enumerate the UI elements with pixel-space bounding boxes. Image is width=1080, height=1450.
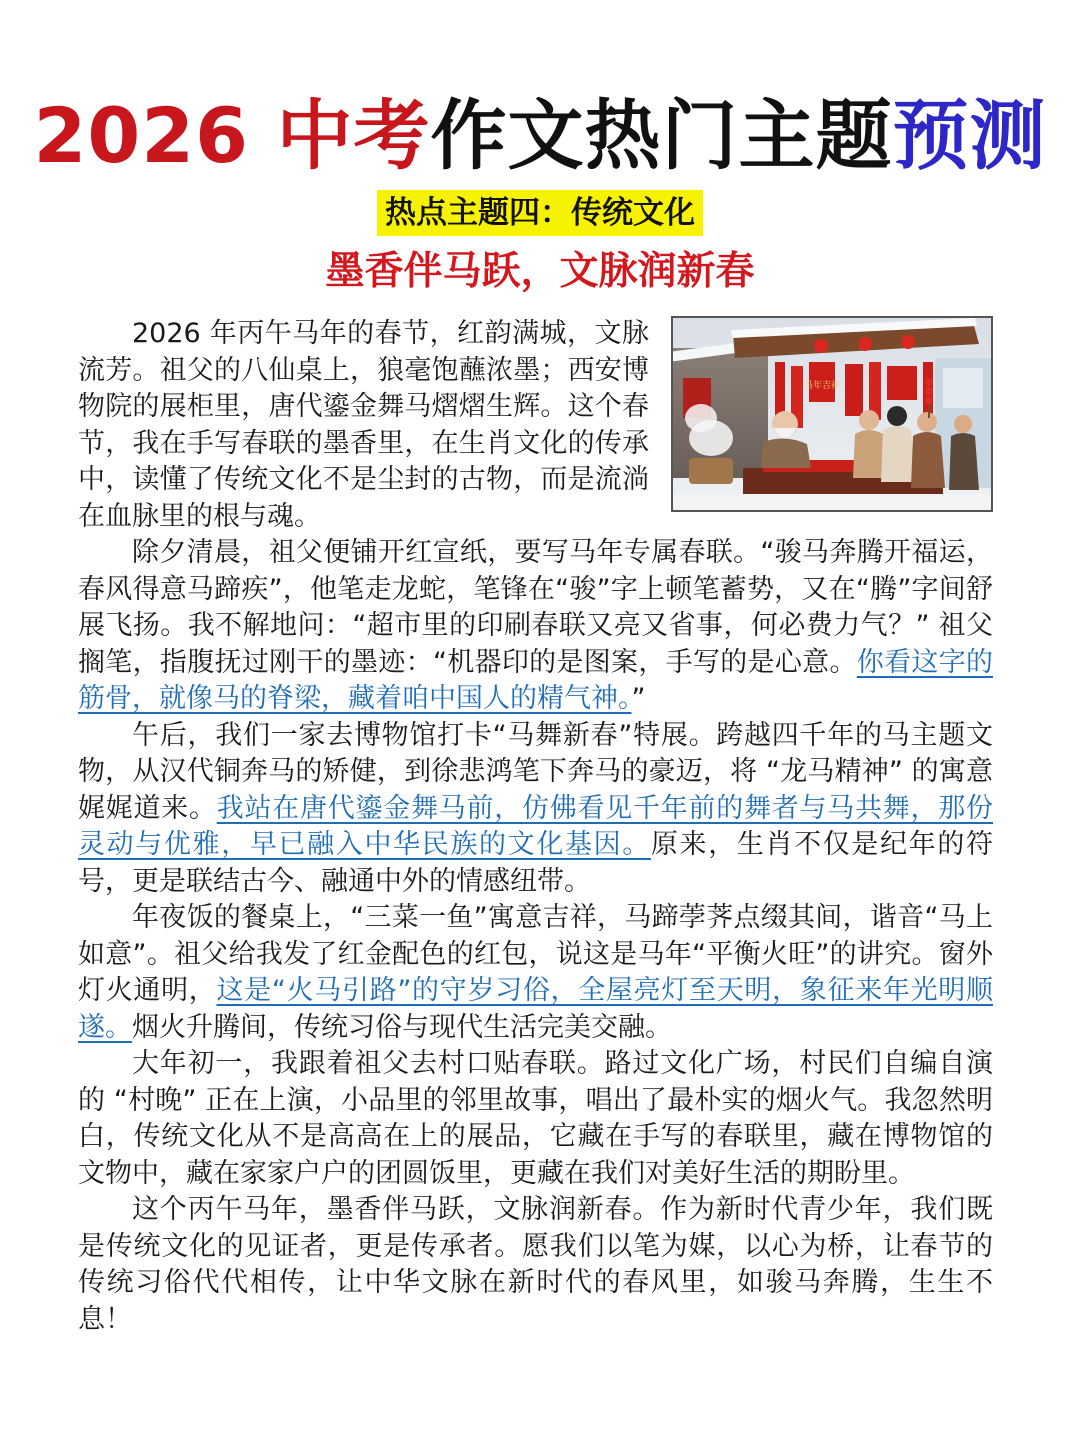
paragraph-6 <box>78 1192 993 1338</box>
highlight-text: 你看这字的筋骨，就像马的脊梁，藏着咱中国人的精气神。 <box>78 646 993 714</box>
theme-tag: 热点主题四：传统文化 <box>377 190 703 236</box>
paragraph-text: 年夜饭的餐桌上，“三菜一鱼”寓意吉祥，马蹄荸荠点缀其间，谐音“马上如意”。祖父给我发了红金配色的红包，说这是马年“平衡火旺”的讲究。窗外灯火通明， <box>78 902 993 1006</box>
paragraph-3 <box>78 718 993 901</box>
title-part-black: 作文热门主题 <box>430 91 893 180</box>
paragraph-text: 原来，生肖不仅是纪年的符号，更是联结古今、融通中外的情感纽带。 <box>78 829 994 897</box>
title-part-blue: 预测 <box>892 91 1047 180</box>
banner-text: 马年吉祥 <box>803 381 841 391</box>
paragraph-text: 除夕清晨，祖父便铺开红宣纸，要写马年专属春联。“骏马奔腾开福运，春风得意马蹄疾”，他笔走龙蛇，笔锋在“骏”字上顿笔蓄势，又在“腾”字间舒展飞扬。我不解地问：“超市里的印刷春联又亮又省事，何必费力气？” 祖父搁笔，指腹抚过刚干的墨迹：“机器印的是图案，手写的是心意。 <box>78 537 993 678</box>
paragraph-4 <box>78 900 993 1046</box>
paragraph-text: ” <box>631 683 646 714</box>
highlight-text: 这是“火马引路”的守岁习俗，全屋亮灯至天明，象征来年光明顺遂。 <box>78 975 994 1043</box>
paragraph-text: 2026 年丙午马年的春节，红韵满城，文脉流芳。祖父的八仙桌上，狼毫饱蘸浓墨；西安博物院的展柜里，唐代鎏金舞马熠熠生辉。这个春节，我在手写春联的墨香里，在生肖文化的传承中，读懂了传统文化不是尘封的古物，而是流淌在血脉里的根与魂。 <box>78 318 649 532</box>
paragraph-5 <box>78 1046 993 1192</box>
essay-body <box>78 316 993 1338</box>
page-title <box>0 86 1080 186</box>
paragraph-text: 大年初一，我跟着祖父去村口贴春联。路过文化广场，村民们自编自演的 “村晚” 正在上演，小品里的邻里故事，唱出了最朴实的烟火气。我忽然明白，传统文化从不是高高在上的展品，它藏在手写的春联里，藏在博物馆的文物中，藏在家家户户的团圆饭里，更藏在我们对美好生活的期盼里。 <box>78 1048 993 1189</box>
theme-tag-wrap <box>0 190 1080 236</box>
paragraph-text: 午后，我们一家去博物馆打卡“马舞新春”特展。跨越四千年的马主题文物，从汉代铜奔马的矫健，到徐悲鸿笔下奔马的豪迈，将 “龙马精神” 的寓意娓娓道来。 <box>78 719 993 824</box>
highlight-text: 我站在唐代鎏金舞马前，仿佛看见千年前的舞者与马共舞，那份灵动与优雅，早已融入中华民族的文化基因。 <box>78 792 993 860</box>
illustration-svg <box>673 318 991 510</box>
title-part-red: 2026 中考 <box>33 91 431 180</box>
paragraph-text: 烟火升腾间，传统习俗与现代生活完美交融。 <box>132 1011 672 1043</box>
illustration-calligraphy-stall <box>671 316 993 512</box>
essay-title: 墨香伴马跃，文脉润新春 <box>325 248 755 294</box>
paragraph-text: 这个丙午马年，墨香伴马跃，文脉润新春。作为新时代青少年，我们既是传统文化的见证者，更是传承者。愿我们以笔为媒，以心为桥，让春节的传统习俗代代相传，让中华文脉在新时代的春风里，如骏马奔腾，生生不息！ <box>78 1194 993 1335</box>
paragraph-2 <box>78 535 993 718</box>
